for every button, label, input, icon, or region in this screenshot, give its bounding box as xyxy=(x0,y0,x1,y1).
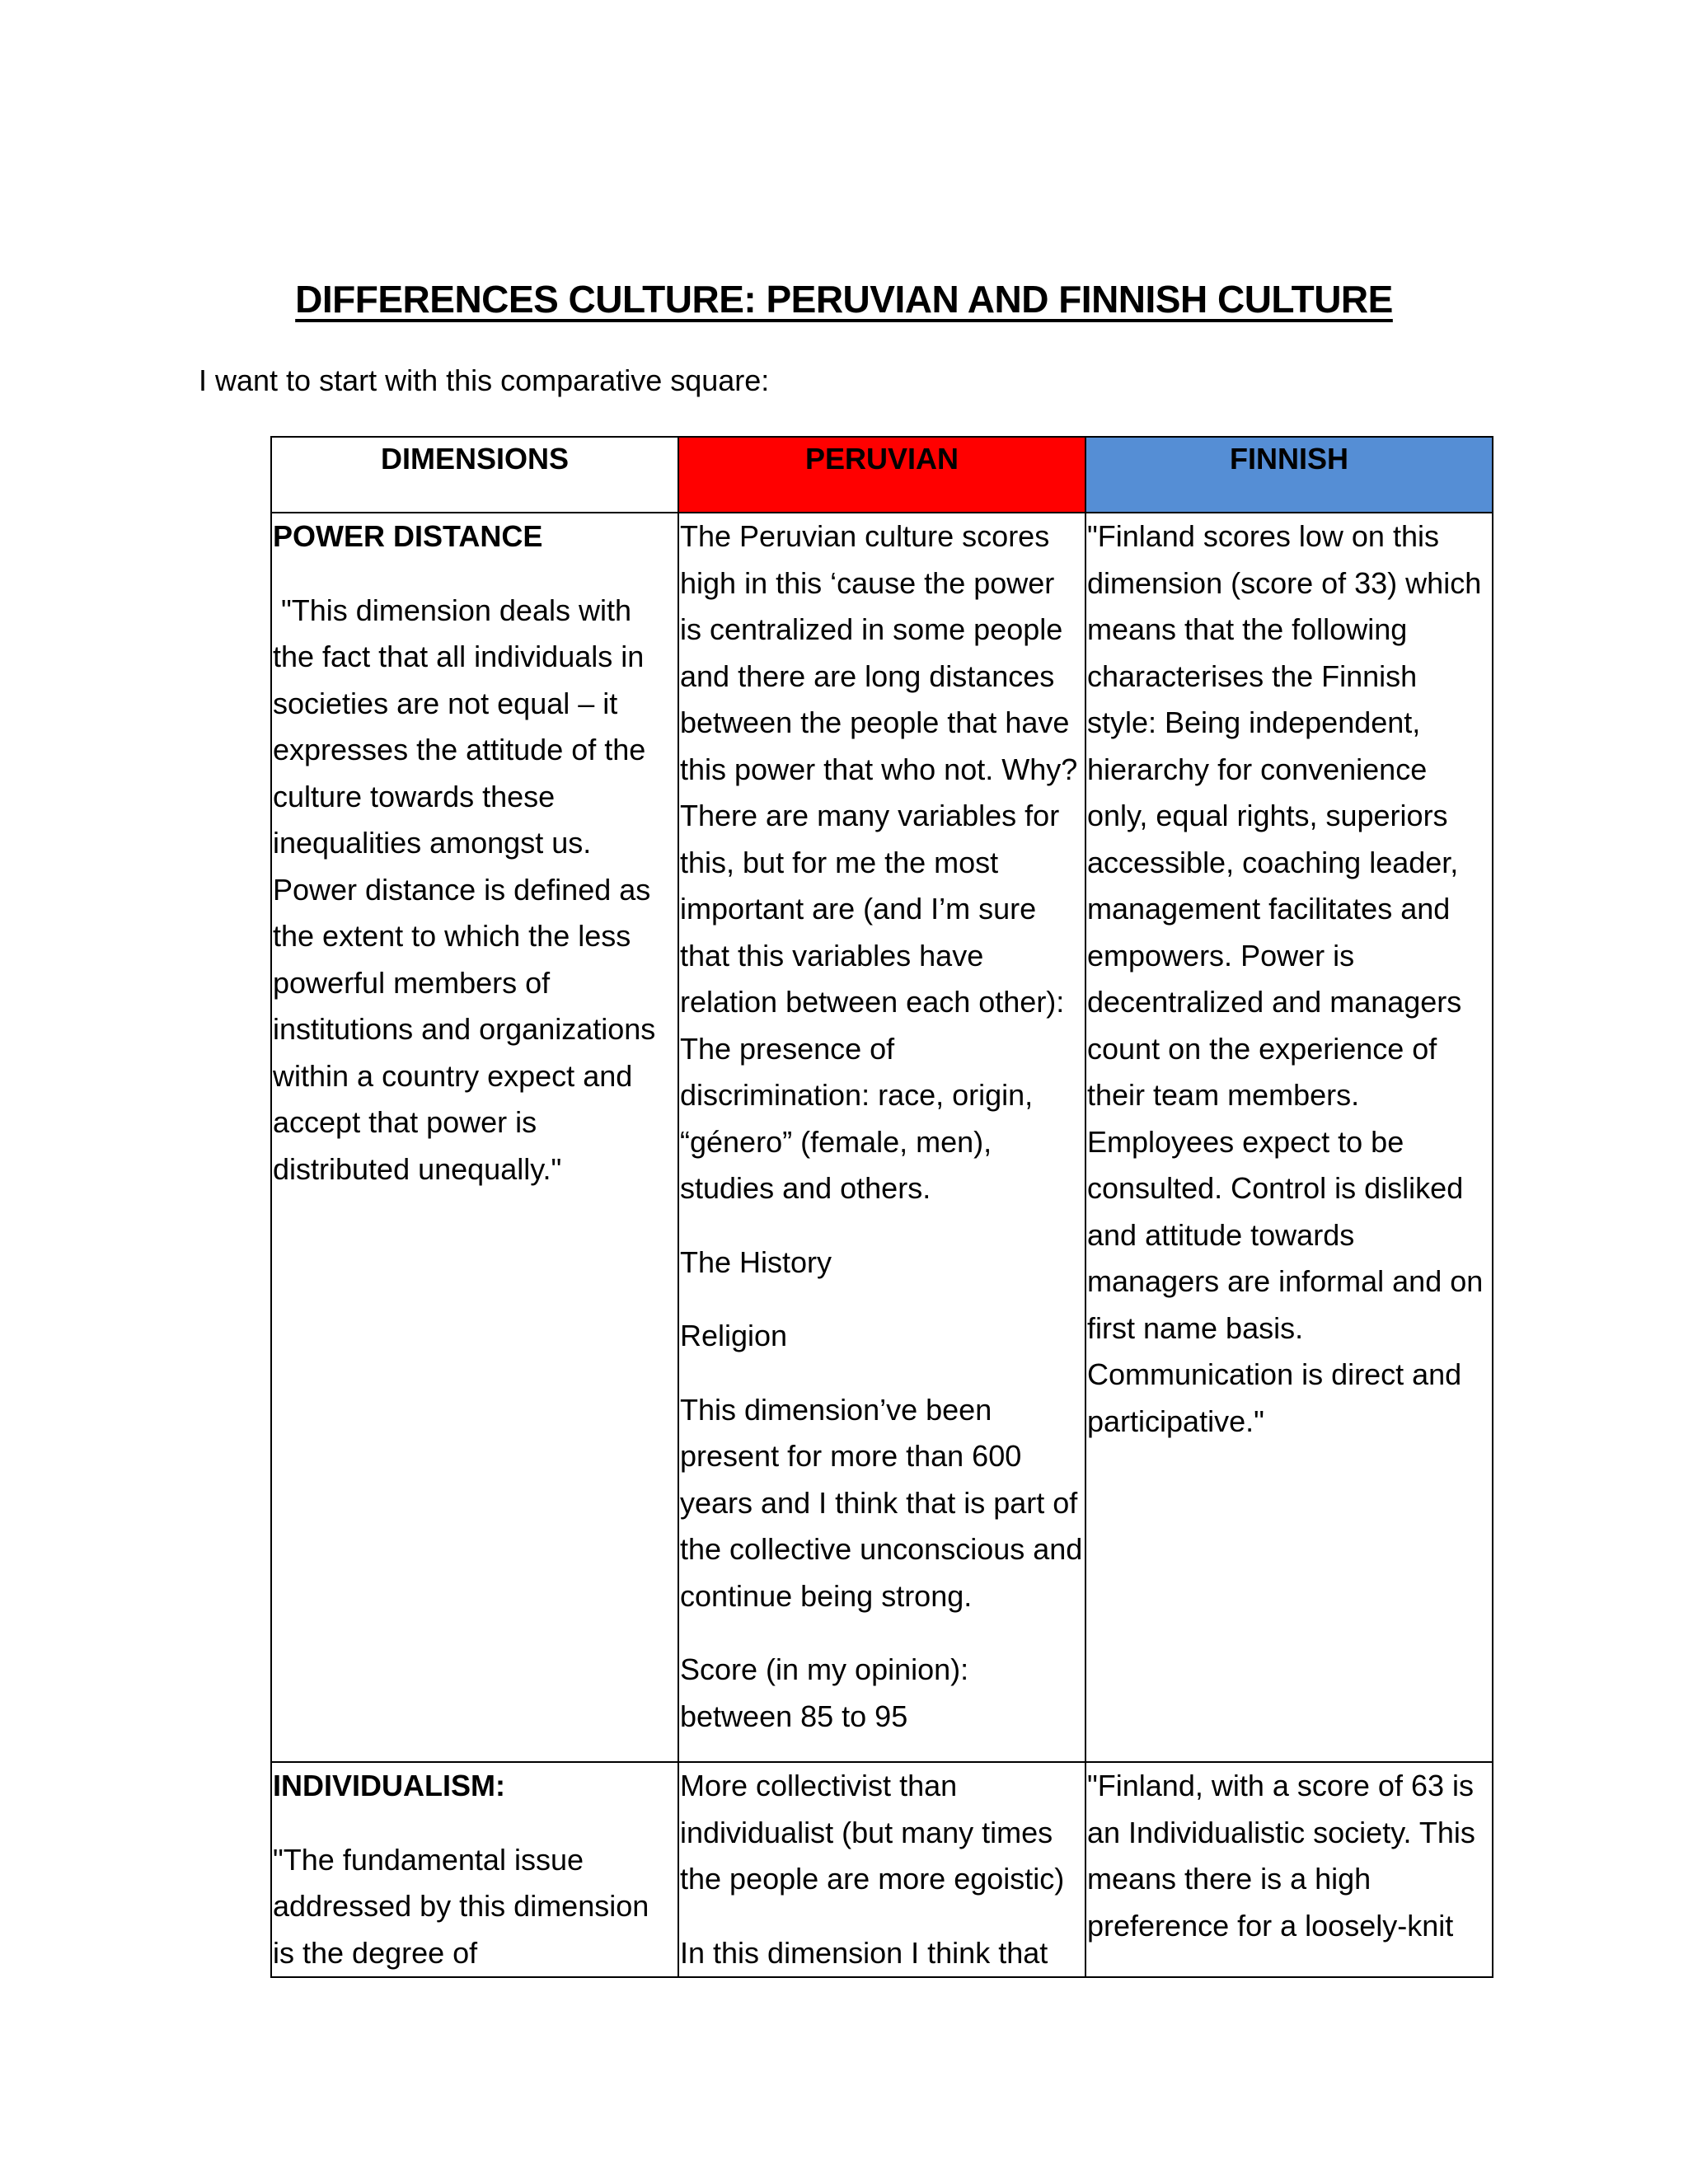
dimension-cell xyxy=(271,1762,678,1977)
comparison-table xyxy=(270,436,1493,1978)
peruvian-cell xyxy=(678,1762,1085,1977)
intro-text: I want to start with this comparative square: xyxy=(199,363,770,397)
table-row xyxy=(271,1762,1493,1977)
peruvian-paragraph: More collectivist than individualist (but many times the people are more egoistic) xyxy=(680,1769,1065,1896)
table-header-row xyxy=(271,437,1493,513)
peruvian-paragraph: The Peruvian culture scores high in this ‘cause the power is centralized in some people and there are long distances between the people that have this power that who not. Why? There are many variables for this, but for me the most important are (and I’m sure that this variables have relation between each other): The presence of discrimination: race, origin, “género” (female, men), studies and others. xyxy=(680,519,1078,1205)
dimension-description: "This dimension deals with the fact that all individuals in societies are not equal – it expresses the attitude of the culture towards these inequalities amongst us. Power distance is defined as the extent to which the less powerful members of institutions and organizations within a country expect and accept that power is distributed unequally." xyxy=(273,593,664,1186)
peruvian-cell xyxy=(678,513,1085,1762)
page-title: DIFFERENCES CULTURE: PERUVIAN AND FINNISH CULTURE xyxy=(295,278,1393,321)
dimension-title: INDIVIDUALISM: xyxy=(273,1769,505,1802)
finnish-cell xyxy=(1085,1762,1493,1977)
header-dimensions: DIMENSIONS xyxy=(271,437,678,513)
header-finnish: FINNISH xyxy=(1085,437,1493,513)
peruvian-paragraph: This dimension’ve been present for more than 600 years and I think that is part of the collective unconscious and continue being strong. xyxy=(680,1392,1083,1613)
finnish-cell xyxy=(1085,513,1493,1762)
peruvian-paragraph: Religion xyxy=(680,1319,788,1352)
peruvian-paragraph: The History xyxy=(680,1244,832,1279)
header-peruvian: PERUVIAN xyxy=(678,437,1085,513)
table-row xyxy=(271,513,1493,1762)
dimension-title: POWER DISTANCE xyxy=(273,519,543,553)
finnish-paragraph: "Finland scores low on this dimension (score of 33) which means that the following characterises the Finnish style: Being independent, hierarchy for convenience only, equal rights, superiors accessible, coaching leader, management facilitates and empowers. Power is decentralized and managers count on the experience of their team members. Employees expect to be consulted. Control is disliked and attitude towards managers are informal and on first name basis. Communication is direct and participative." xyxy=(1087,519,1484,1438)
dimension-cell xyxy=(271,513,678,1762)
dimension-description: "The fundamental issue addressed by this dimension is the degree of xyxy=(273,1842,649,1970)
finnish-paragraph: "Finland, with a score of 63 is an Individualistic society. This means there is a high preference for a loosely-knit xyxy=(1087,1769,1475,1943)
peruvian-paragraph: Score (in my opinion): between 85 to 95 xyxy=(680,1652,969,1733)
peruvian-paragraph: In this dimension I think that xyxy=(680,1935,1048,1970)
